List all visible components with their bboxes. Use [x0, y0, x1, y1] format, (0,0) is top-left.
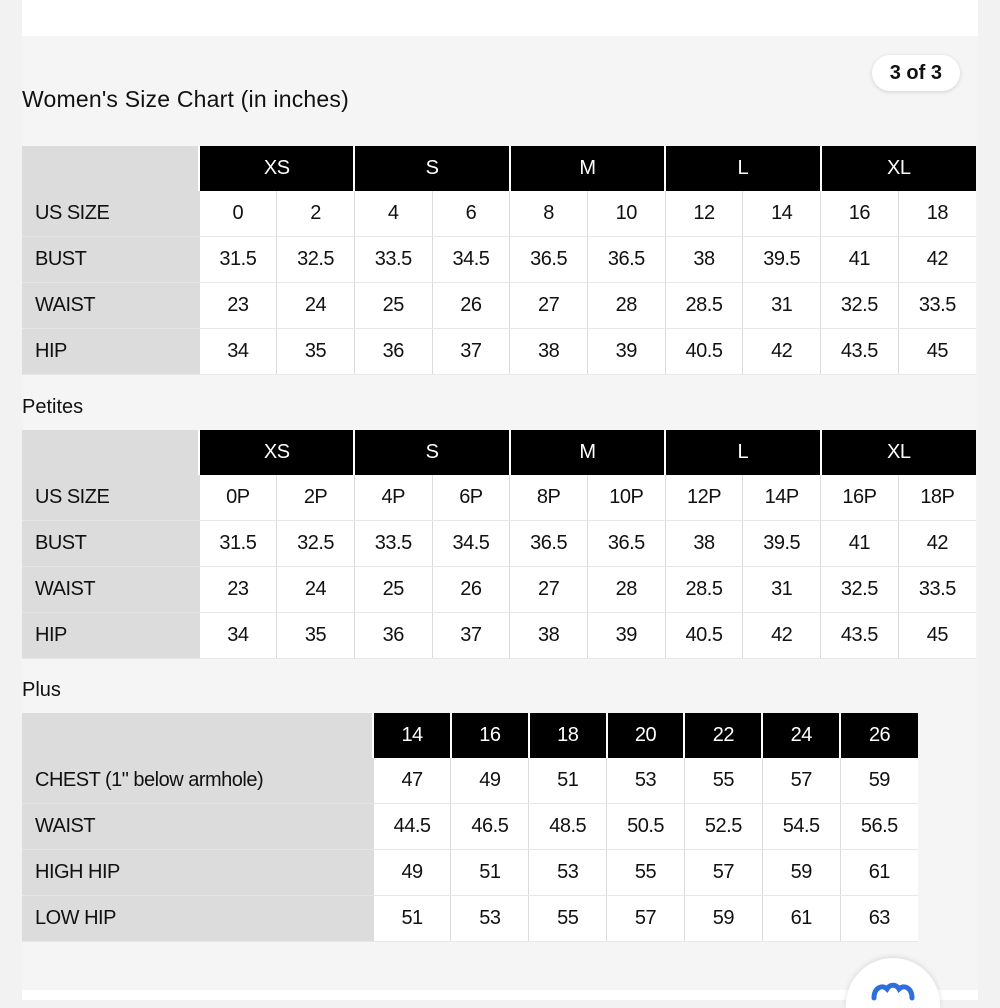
row-label: HIP [22, 329, 199, 375]
table-cell: 14P [743, 475, 821, 521]
table-cell: 51 [451, 850, 529, 896]
table-cell: 16 [821, 191, 899, 237]
table-cell: 44.5 [373, 804, 451, 850]
table-cell: 10 [587, 191, 665, 237]
table-cell: 12 [665, 191, 743, 237]
size-group-header: XL [821, 146, 976, 191]
table-cell: 55 [529, 896, 607, 942]
table-cell: 41 [821, 521, 899, 567]
table-cell: 33.5 [898, 283, 976, 329]
table-cell: 36.5 [587, 237, 665, 283]
table-cell: 52.5 [684, 804, 762, 850]
table-cell: 63 [840, 896, 918, 942]
table-cell: 6 [432, 191, 510, 237]
top-white-strip [22, 0, 978, 36]
table-cell: 4P [354, 475, 432, 521]
table-cell: 61 [762, 896, 840, 942]
row-label: WAIST [22, 804, 373, 850]
table-cell: 53 [529, 850, 607, 896]
table-cell: 46.5 [451, 804, 529, 850]
table-cell: 37 [432, 613, 510, 659]
table-cell: 57 [684, 850, 762, 896]
petites-heading: Petites [22, 396, 84, 418]
table-cell: 10P [587, 475, 665, 521]
table-cell: 6P [432, 475, 510, 521]
table-cell: 38 [665, 521, 743, 567]
plus-size-table [22, 713, 918, 942]
table-cell: 42 [743, 329, 821, 375]
size-group-header: S [354, 430, 509, 475]
size-group-header: M [510, 430, 665, 475]
table-cell: 32.5 [277, 521, 355, 567]
table-cell: 51 [373, 896, 451, 942]
table-row [22, 758, 918, 804]
table-cell: 2P [277, 475, 355, 521]
table-cell: 8 [510, 191, 588, 237]
table-cell: 23 [199, 567, 277, 613]
size-header: 20 [607, 713, 685, 758]
table-cell: 40.5 [665, 329, 743, 375]
table-cell: 47 [373, 758, 451, 804]
table-cell: 31 [743, 283, 821, 329]
table-cell: 42 [898, 237, 976, 283]
petites-size-table [22, 430, 976, 659]
size-group-header: XL [821, 430, 976, 475]
table-cell: 57 [607, 896, 685, 942]
size-header: 16 [451, 713, 529, 758]
row-label: LOW HIP [22, 896, 373, 942]
table-cell: 0 [199, 191, 277, 237]
row-label: HIP [22, 613, 199, 659]
table-cell: 35 [277, 329, 355, 375]
table-cell: 12P [665, 475, 743, 521]
table-cell: 25 [354, 567, 432, 613]
header-corner [22, 146, 199, 191]
table-row [22, 191, 976, 237]
table-cell: 57 [762, 758, 840, 804]
table-cell: 34 [199, 613, 277, 659]
table-row [22, 613, 976, 659]
table-cell: 32.5 [277, 237, 355, 283]
size-header: 22 [684, 713, 762, 758]
table-cell: 38 [510, 613, 588, 659]
table-cell: 36.5 [510, 237, 588, 283]
header-corner [22, 430, 199, 475]
bottom-white-strip [22, 990, 978, 1000]
table-cell: 24 [277, 567, 355, 613]
row-label: HIGH HIP [22, 850, 373, 896]
table-cell: 39 [587, 329, 665, 375]
table-row [22, 329, 976, 375]
row-label: WAIST [22, 567, 199, 613]
table-cell: 28.5 [665, 283, 743, 329]
table-cell: 48.5 [529, 804, 607, 850]
size-group-header: M [510, 146, 665, 191]
table-cell: 23 [199, 283, 277, 329]
table-row [22, 283, 976, 329]
size-header: 18 [529, 713, 607, 758]
table-cell: 27 [510, 567, 588, 613]
table-cell: 50.5 [607, 804, 685, 850]
table-row [22, 896, 918, 942]
table-cell: 39 [587, 613, 665, 659]
table-cell: 18 [898, 191, 976, 237]
table-cell: 53 [451, 896, 529, 942]
table-cell: 59 [840, 758, 918, 804]
size-header: 26 [840, 713, 918, 758]
row-label: US SIZE [22, 191, 199, 237]
table-cell: 8P [510, 475, 588, 521]
table-cell: 31 [743, 567, 821, 613]
table-cell: 36 [354, 613, 432, 659]
table-cell: 24 [277, 283, 355, 329]
table-cell: 36.5 [510, 521, 588, 567]
table-cell: 43.5 [821, 329, 899, 375]
size-group-header: XS [199, 430, 354, 475]
row-label: BUST [22, 237, 199, 283]
page-title: Women's Size Chart (in inches) [22, 86, 349, 112]
table-cell: 49 [451, 758, 529, 804]
row-label: CHEST (1" below armhole) [22, 758, 373, 804]
table-cell: 59 [762, 850, 840, 896]
table-cell: 38 [510, 329, 588, 375]
table-cell: 34.5 [432, 521, 510, 567]
row-label: BUST [22, 521, 199, 567]
table-cell: 34 [199, 329, 277, 375]
table-cell: 38 [665, 237, 743, 283]
table-cell: 59 [684, 896, 762, 942]
page-counter-badge: 3 of 3 [872, 55, 960, 91]
table-cell: 31.5 [199, 521, 277, 567]
table-cell: 18P [898, 475, 976, 521]
table-cell: 26 [432, 283, 510, 329]
row-label: US SIZE [22, 475, 199, 521]
table-cell: 26 [432, 567, 510, 613]
table-cell: 33.5 [354, 237, 432, 283]
table-cell: 35 [277, 613, 355, 659]
table-cell: 31.5 [199, 237, 277, 283]
table-row [22, 804, 918, 850]
table-cell: 0P [199, 475, 277, 521]
table-cell: 39.5 [743, 521, 821, 567]
table-row [22, 567, 976, 613]
size-group-header: XS [199, 146, 354, 191]
size-header: 24 [762, 713, 840, 758]
table-cell: 36.5 [587, 521, 665, 567]
table-cell: 40.5 [665, 613, 743, 659]
table-cell: 2 [277, 191, 355, 237]
table-cell: 28 [587, 283, 665, 329]
size-group-header-row [22, 430, 976, 475]
table-cell: 37 [432, 329, 510, 375]
row-label: WAIST [22, 283, 199, 329]
table-cell: 54.5 [762, 804, 840, 850]
table-cell: 45 [898, 329, 976, 375]
table-row [22, 850, 918, 896]
table-cell: 61 [840, 850, 918, 896]
table-cell: 4 [354, 191, 432, 237]
table-cell: 33.5 [898, 567, 976, 613]
size-group-header: L [665, 430, 820, 475]
table-cell: 28 [587, 567, 665, 613]
table-cell: 56.5 [840, 804, 918, 850]
plus-heading: Plus [22, 679, 61, 701]
table-cell: 41 [821, 237, 899, 283]
table-row [22, 237, 976, 283]
table-row [22, 475, 976, 521]
women-size-table [22, 146, 976, 375]
table-cell: 32.5 [821, 567, 899, 613]
table-row [22, 521, 976, 567]
table-cell: 55 [607, 850, 685, 896]
table-cell: 55 [684, 758, 762, 804]
table-cell: 42 [743, 613, 821, 659]
table-cell: 28.5 [665, 567, 743, 613]
table-cell: 14 [743, 191, 821, 237]
table-cell: 27 [510, 283, 588, 329]
table-cell: 32.5 [821, 283, 899, 329]
size-group-header: L [665, 146, 820, 191]
table-cell: 39.5 [743, 237, 821, 283]
table-cell: 53 [607, 758, 685, 804]
table-cell: 36 [354, 329, 432, 375]
size-group-header-row [22, 146, 976, 191]
table-cell: 33.5 [354, 521, 432, 567]
table-cell: 34.5 [432, 237, 510, 283]
table-cell: 16P [821, 475, 899, 521]
table-cell: 43.5 [821, 613, 899, 659]
size-header-row [22, 713, 918, 758]
size-group-header: S [354, 146, 509, 191]
size-header: 14 [373, 713, 451, 758]
table-cell: 51 [529, 758, 607, 804]
table-cell: 42 [898, 521, 976, 567]
table-cell: 25 [354, 283, 432, 329]
table-cell: 49 [373, 850, 451, 896]
header-corner [22, 713, 373, 758]
table-cell: 45 [898, 613, 976, 659]
